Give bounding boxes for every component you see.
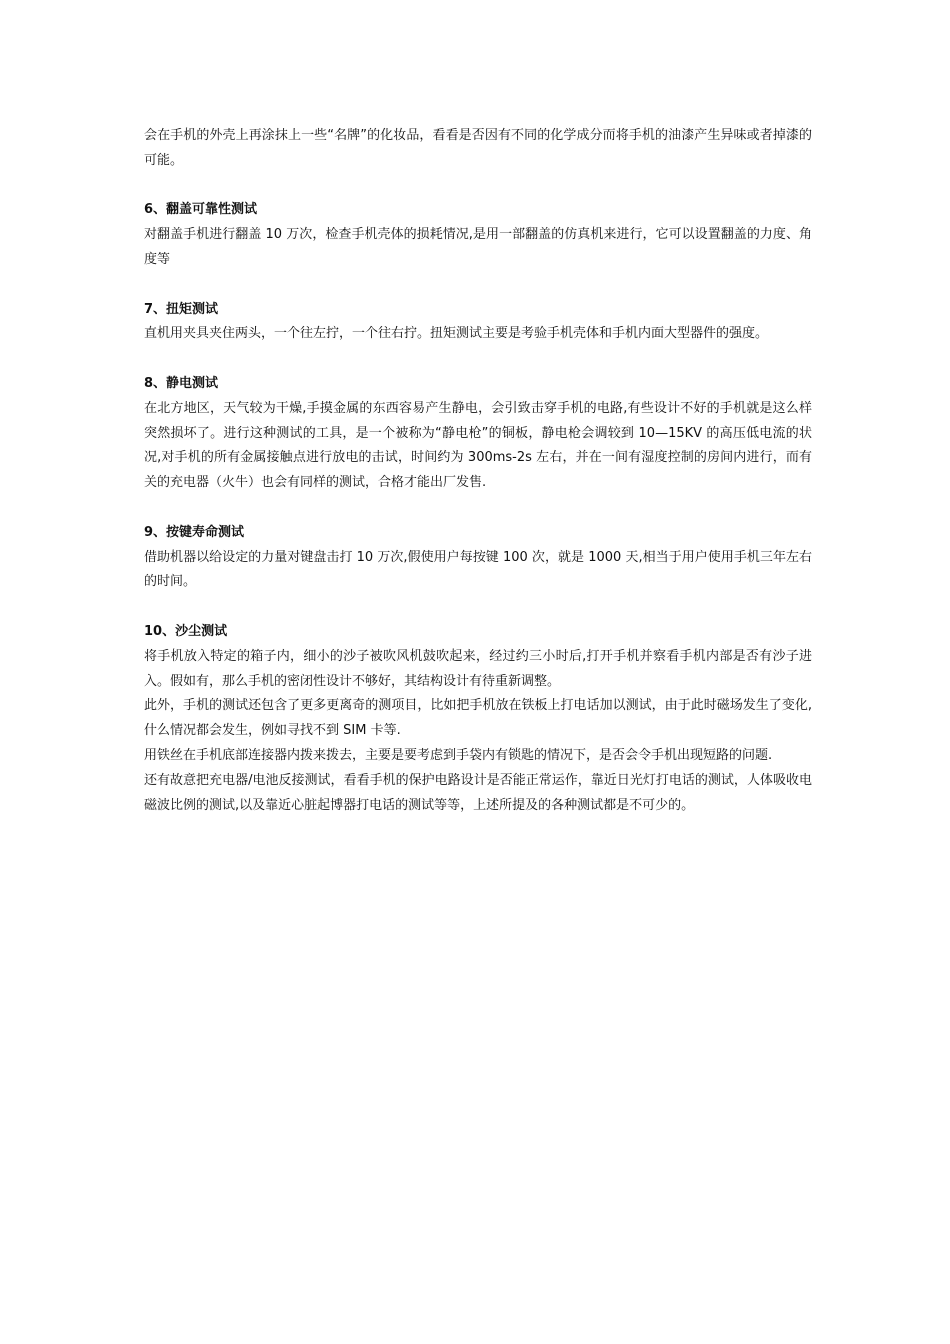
spacer bbox=[144, 595, 812, 620]
section-paragraph: 在北方地区，天气较为干燥,手摸金属的东西容易产生静电，会引致击穿手机的电路,有些设计不好的手机就是这么样突然损坏了。进行这种测试的工具，是一个被称为“静电枪”的铜板，静电枪会调较到 10—15KV 的高压低电流的状况,对手机的所有金属接触点进行放电的击试，时间约为 300ms-2s 左右，并在一间有湿度控制的房间内进行，而有关的充电器（火牛）也会有同样的测试，合格才能出厂发售. bbox=[144, 400, 812, 491]
section-paragraph: 用铁丝在手机底部连接器内拨来拨去，主要是要考虑到手袋内有锁匙的情况下，是否会令手机出现短路的问题. bbox=[144, 747, 773, 763]
section-heading: 8、静电测试 bbox=[144, 375, 219, 391]
section-heading: 7、扭矩测试 bbox=[144, 301, 219, 317]
spacer bbox=[144, 347, 812, 372]
section-flip-reliability bbox=[144, 198, 812, 272]
section-torque-test bbox=[144, 298, 812, 348]
spacer bbox=[144, 273, 812, 298]
spacer bbox=[144, 496, 812, 521]
section-heading: 10、沙尘测试 bbox=[144, 623, 228, 639]
section-paragraph: 此外，手机的测试还包含了更多更离奇的测项目，比如把手机放在铁板上打电话加以测试，由于此时磁场发生了变化,什么情况都会发生，例如寻找不到 SIM 卡等. bbox=[144, 698, 812, 739]
section-paragraph: 借助机器以给设定的力量对键盘击打 10 万次,假使用户每按键 100 次，就是 1000 天,相当于用户使用手机三年左右的时间。 bbox=[144, 549, 812, 590]
section-heading: 9、按键寿命测试 bbox=[144, 524, 245, 540]
section-paragraph: 将手机放入特定的箱子内，细小的沙子被吹风机鼓吹起来，经过约三小时后,打开手机并察看手机内部是否有沙子进入。假如有，那么手机的密闭性设计不够好，其结构设计有待重新调整。 bbox=[144, 648, 812, 689]
section-static-test bbox=[144, 372, 812, 496]
intro-paragraph: 会在手机的外壳上再涂抹上一些“名牌”的化妆品，看看是否因有不同的化学成分而将手机的油漆产生异味或者掉漆的可能。 bbox=[144, 128, 812, 168]
section-paragraph: 还有故意把充电器/电池反接测试，看看手机的保护电路设计是否能正常运作，靠近日光灯打电话的测试，人体吸收电磁波比例的测试,以及靠近心脏起博器打电话的测试等等，上述所提及的各种测试都是不可少的。 bbox=[144, 772, 812, 813]
section-paragraph: 直机用夹具夹住两头，一个往左拧，一个往右拧。扭矩测试主要是考验手机壳体和手机内面大型器件的强度。 bbox=[144, 326, 769, 342]
section-key-life-test bbox=[144, 521, 812, 595]
spacer bbox=[144, 174, 812, 199]
section-dust-test bbox=[144, 620, 812, 818]
section-heading: 6、翻盖可靠性测试 bbox=[144, 202, 258, 218]
section-paragraph: 对翻盖手机进行翻盖 10 万次，检查手机壳体的损耗情况,是用一部翻盖的仿真机来进行，它可以设置翻盖的力度、角度等 bbox=[144, 227, 812, 267]
document-page bbox=[144, 124, 812, 818]
